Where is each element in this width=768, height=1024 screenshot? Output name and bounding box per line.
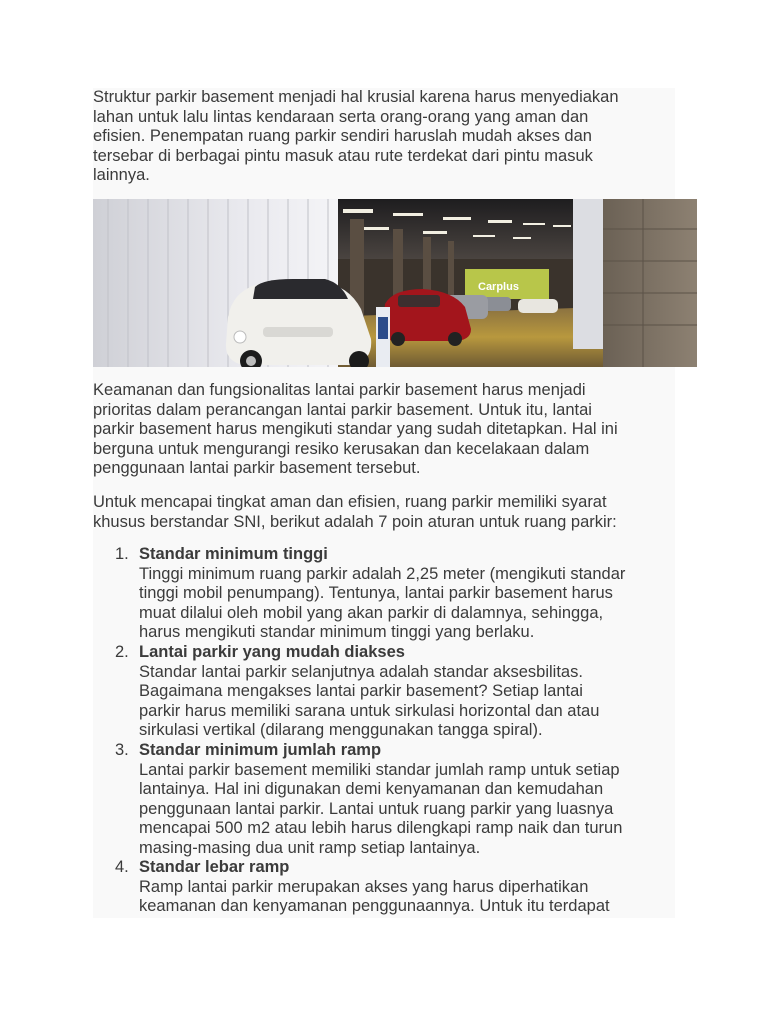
list-item-body: Ramp lantai parkir merupakan akses yang harus diperhatikan keamanan dan kenyamanan penggunaannya. Untuk itu terdapat	[139, 877, 610, 916]
list-number: 4.	[115, 858, 129, 876]
list-item-body: Tinggi minimum ruang parkir adalah 2,25 meter (mengikuti standar tinggi mobil penumpang). Tentunya, lantai parkir basement harus muat dilalui oleh mobil yang akan parkir di dalamnya, sehingga, harus mengikuti standar minimum tinggi yang berlaku.	[139, 564, 626, 642]
list-item-title: Standar minimum tinggi	[139, 545, 328, 563]
paragraph-sni-intro: Untuk mencapai tingkat aman dan efisien, ruang parkir memiliki syarat khusus berstandar SNI, berikut adalah 7 poin aturan untuk ruang parkir:	[93, 493, 617, 531]
paragraph-safety: Keamanan dan fungsionalitas lantai parkir basement harus menjadi prioritas dalam perancangan lantai parkir basement. Untuk itu, lantai parkir basement harus mengikuti standar yang sudah ditetapkan. Hal ini berguna untuk mengurangi resiko kerusakan dan kecelakaan dalam penggunaan lantai parkir basement tersebut.	[93, 381, 618, 478]
list-number: 1.	[115, 545, 129, 563]
list-item-body: Lantai parkir basement memiliki standar jumlah ramp untuk setiap lantainya. Hal ini digunakan demi kenyamanan dan kemudahan penggunaan lantai parkir. Lantai untuk ruang parkir yang luasnya mencapai 500 m2 atau lebih harus dilengkapi ramp naik dan turun masing-masing dua unit ramp setiap lantainya.	[139, 760, 623, 857]
list-item-title: Standar minimum jumlah ramp	[139, 741, 382, 759]
carplus-sign-text: Carplus	[478, 281, 519, 293]
list-item-body: Standar lantai parkir selanjutnya adalah standar aksesbilitas. Bagaimana mengakses lantai parkir basement? Setiap lantai parkir harus memiliki sarana untuk sirkulasi horizontal dan atau sirkulasi vertikal (dilarang menggunakan tangga spiral).	[139, 662, 600, 740]
list-item-title: Lantai parkir yang mudah diakses	[139, 643, 405, 661]
list-number: 3.	[115, 741, 129, 759]
list-item-title: Standar lebar ramp	[139, 858, 290, 876]
parking-showroom-photo	[93, 199, 697, 367]
paragraph-intro: Struktur parkir basement menjadi hal krusial karena harus menyediakan lahan untuk lalu lintas kendaraan serta orang-orang yang aman dan efisien. Penempatan ruang parkir sendiri haruslah mudah akses dan tersebar di berbagai pintu masuk atau rute terdekat dari pintu masuk lainnya.	[93, 88, 619, 185]
list-number: 2.	[115, 643, 129, 661]
